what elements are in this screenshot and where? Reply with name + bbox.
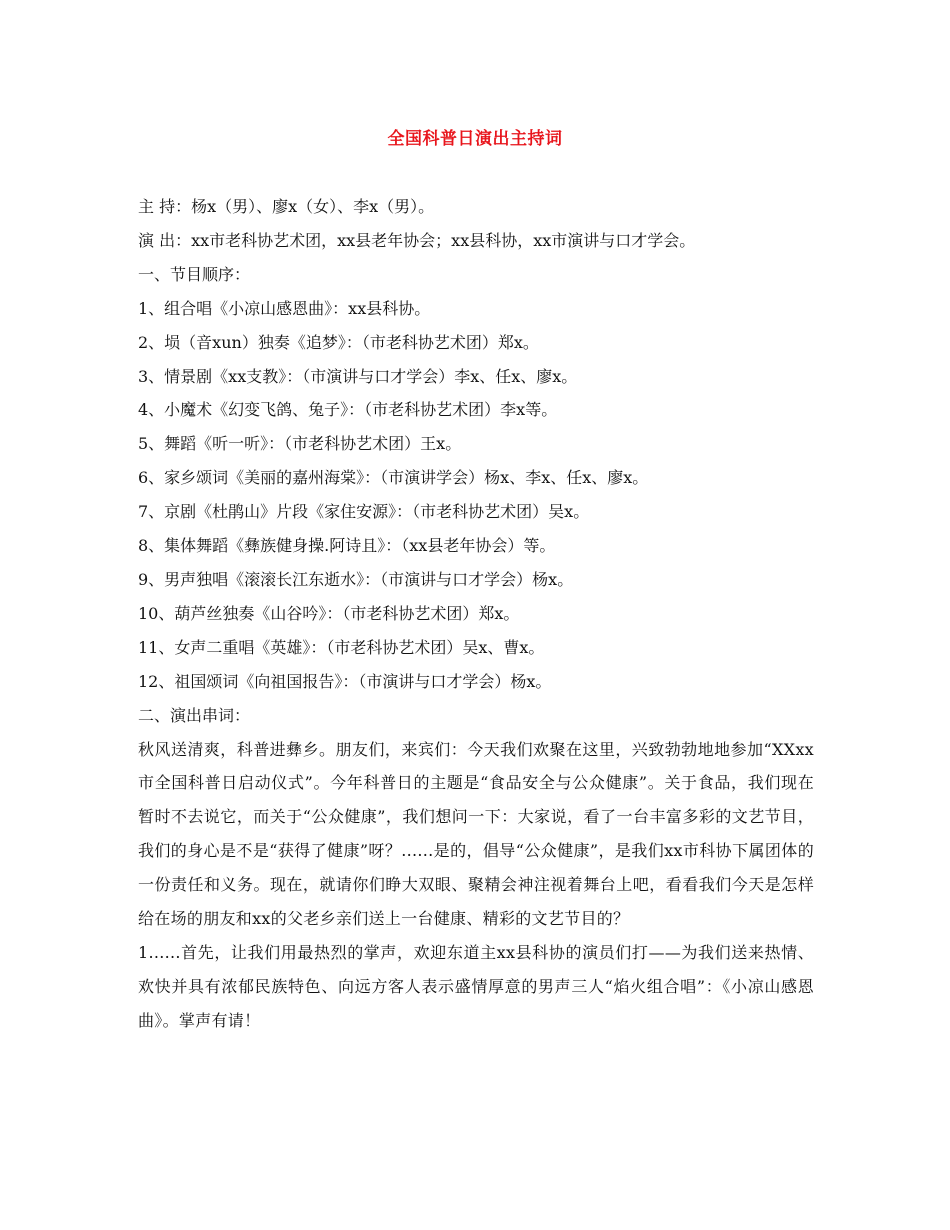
program-item: 6、家乡颂词《美丽的嘉州海棠》：（市演讲学会）杨x、李x、任x、廖x。	[138, 468, 649, 488]
program-item: 4、小魔术《幻变飞鸽、兔子》：（市老科协艺术团）李x等。	[138, 400, 558, 420]
document-body	[138, 190, 814, 1038]
program-item: 11、女声二重唱《英雄》：（市老科协艺术团）吴x、曹x。	[138, 637, 545, 657]
program-item: 10、葫芦丝独奏《山谷吟》：（市老科协艺术团）郑x。	[138, 603, 520, 623]
section-heading-program: 一、节目顺序：	[138, 264, 251, 284]
program-item: 9、男声独唱《滚滚长江东逝水》：（市演讲与口才学会）杨x。	[138, 569, 574, 589]
performers-line: 演 出：xx市老科协艺术团，xx县老年协会；xx县科协，xx市演讲与口才学会。	[138, 230, 696, 250]
program-item: 7、京剧《杜鹃山》片段《家住安源》：（市老科协艺术团）吴x。	[138, 502, 590, 522]
program-item: 12、祖国颂词《向祖国报告》：（市演讲与口才学会）杨x。	[138, 671, 552, 691]
program-item: 2、埙（音xun）独奏《追梦》：（市老科协艺术团）郑x。	[138, 332, 539, 352]
script-paragraph-opening: 秋风送清爽，科普进彝乡。朋友们，来宾们：今天我们欢聚在这里，兴致勃勃地地参加“XXxx市全国科普日启动仪式”。今年科普日的主题是“食品安全与公众健康”。关于食品，我们现在暂时不去说它，而关于“公众健康”，我们想问一下：大家说，看了一台丰富多彩的文艺节目，我们的身心是不是“获得了健康”呀？......是的，倡导“公众健康”，是我们xx市科协下属团体的一份责任和义务。现在，就请你们睁大双眼、聚精会神注视着舞台上吧，看看我们今天是怎样给在场的朋友和xx的父老乡亲们送上一台健康、精彩的文艺节目的？	[138, 739, 814, 929]
program-item: 1、组合唱《小凉山感恩曲》：xx县科协。	[138, 298, 431, 318]
program-item: 3、情景剧《xx支教》：（市演讲与口才学会）李x、任x、廖x。	[138, 366, 578, 386]
program-item: 8、集体舞蹈《彝族健身操.阿诗且》：（xx县老年协会）等。	[138, 536, 556, 556]
program-item: 5、舞蹈《听一听》：（市老科协艺术团）王x。	[138, 434, 462, 454]
document-title: 全国科普日演出主持词	[387, 129, 563, 149]
hosts-line: 主 持：杨x（男）、廖x（女）、李x（男）。	[138, 197, 435, 216]
script-paragraph-first-act: 1......首先，让我们用最热烈的掌声，欢迎东道主xx县科协的演员们打——为我们送来热情、欢快并具有浓郁民族特色、向远方客人表示盛情厚意的男声三人“焰火组合唱”：《小凉山感恩曲》。掌声有请！	[138, 942, 814, 1030]
section-heading-script: 二、演出串词：	[138, 705, 251, 725]
